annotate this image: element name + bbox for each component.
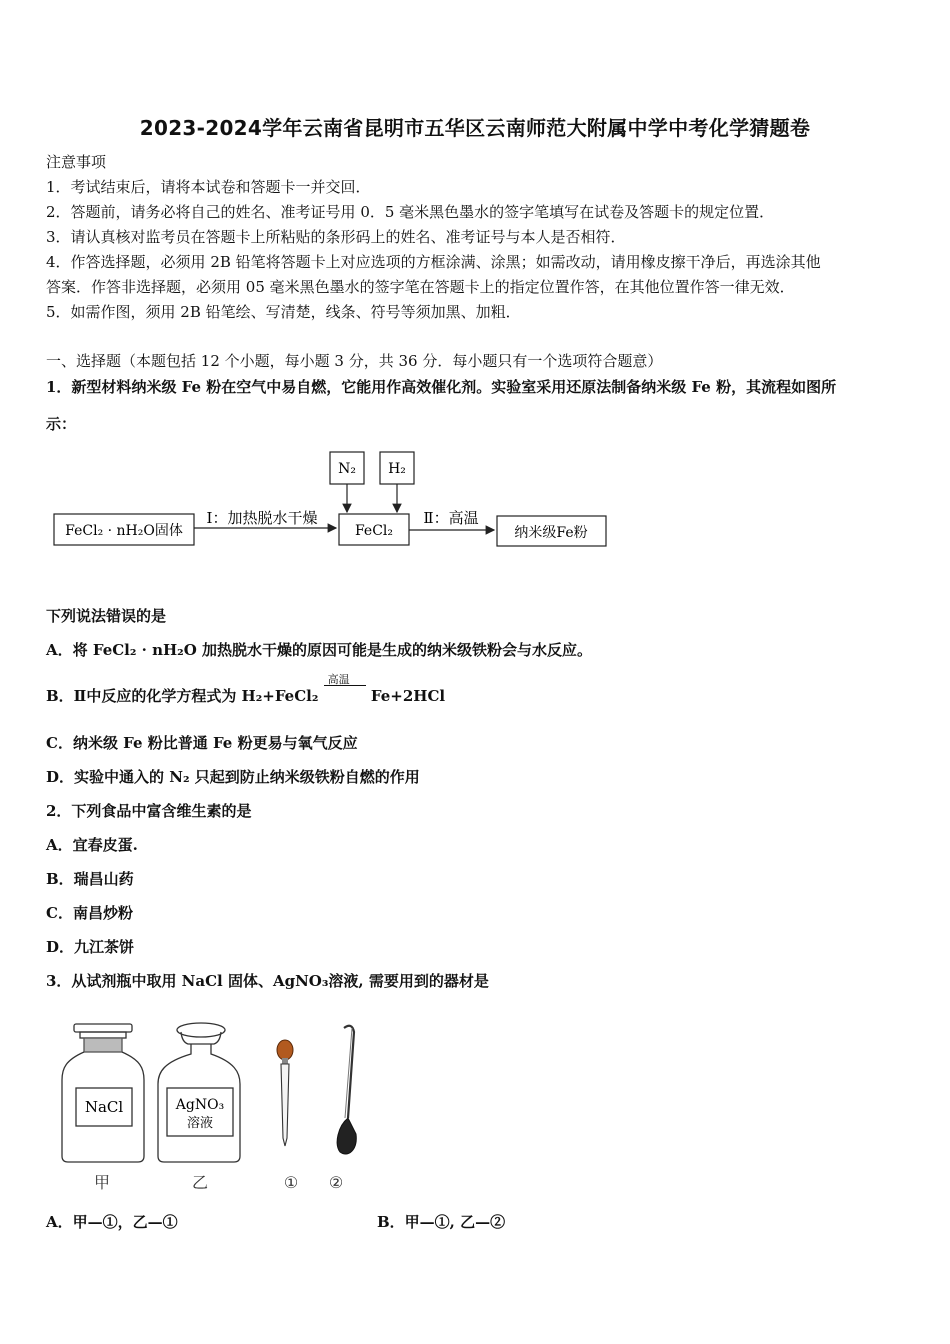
notice-item-4: 4．作答选择题，必须用 2B 铅笔将答题卡上对应选项的方框涂满、涂黑；如需改动，请用橡皮擦干净后，再选涂其他: [46, 253, 821, 271]
q3-stem: 3．从试剂瓶中取用 NaCl 固体、AgNO₃溶液, 需要用到的器材是: [46, 972, 489, 990]
q2-option-d: D．九江茶饼: [46, 938, 135, 956]
reaction-arrow-line: [324, 685, 366, 686]
q2-option-b: B．瑞昌山药: [46, 870, 134, 888]
q1-prompt: 下列说法错误的是: [46, 607, 167, 625]
notice-item-2: 2．答题前，请务必将自己的姓名、准考证号用 0．5 毫米黑色墨水的签字笔填写在试卷及答题卡的规定位置．: [46, 203, 775, 221]
notice-item-1: 1．考试结束后，请将本试卷和答题卡一并交回．: [46, 178, 371, 196]
q3-option-a: A．甲—①，乙—①: [46, 1213, 178, 1231]
q1-option-b-condition-label: 高温: [327, 673, 350, 686]
q3-apparatus-figure: [56, 1018, 376, 1198]
q1-option-b-text: B．Ⅱ中反应的化学方程式为 H₂+FeCl₂: [46, 687, 319, 705]
flow-box-mid-label: FeCl₂: [354, 523, 394, 539]
narrow-mouth-bottle: [158, 1023, 240, 1162]
bottle2-label-1: AgNO₃: [175, 1097, 225, 1113]
q1-stem-cont: 示：: [46, 415, 77, 433]
q1-stem: 1．新型材料纳米级 Fe 粉在空气中易自燃，它能用作高效催化剂。实验室采用还原法制备纳米级 Fe 粉，其流程如图所: [46, 378, 837, 396]
flow-box-end-label: 纳米级Fe粉: [514, 525, 588, 541]
q1-option-c: C．纳米级 Fe 粉比普通 Fe 粉更易与氧气反应: [46, 734, 358, 752]
page-title: 2023-2024学年云南省昆明市五华区云南师范大附属中学中考化学猜题卷: [139, 116, 811, 140]
flow-step1-label: Ⅰ：加热脱水干燥: [206, 509, 318, 527]
q2-stem: 2．下列食品中富含维生素的是: [46, 802, 252, 820]
spoon-icon: [337, 1026, 356, 1154]
bottle2-label-2: 溶液: [186, 1116, 214, 1131]
notice-heading: 注意事项: [46, 153, 107, 171]
n2-label: N₂: [338, 461, 356, 477]
bottle1-label: NaCl: [84, 1098, 124, 1116]
q1-option-b: [46, 673, 916, 706]
dropper-icon: [277, 1040, 293, 1146]
flow-step2-label: Ⅱ：高温: [423, 509, 479, 527]
q1-option-b-products: Fe+2HCl: [370, 687, 446, 705]
caption-jia: 甲: [93, 1173, 111, 1192]
notice-item-4-cont: 答案．作答非选择题，必须用 05 毫米黑色墨水的签字笔在答题卡上的指定位置作答，在其他位置作答一律无效．: [46, 278, 795, 296]
q1-flow-diagram: [46, 448, 616, 553]
flow-box-start-label: FeCl₂ · nH₂O固体: [65, 523, 183, 539]
q2-option-c: C．南昌炒粉: [46, 904, 133, 922]
caption-2: ②: [328, 1173, 344, 1192]
notice-item-3: 3．请认真核对监考员在答题卡上所粘贴的条形码上的姓名、准考证号与本人是否相符．: [46, 228, 626, 246]
q1-option-d: D．实验中通入的 N₂ 只起到防止纳米级铁粉自燃的作用: [46, 768, 420, 786]
section-heading: 一、选择题（本题包括 12 个小题，每小题 3 分，共 36 分．每小题只有一个选项符合题意）: [46, 352, 663, 370]
caption-yi: 乙: [191, 1173, 209, 1192]
h2-label: H₂: [388, 461, 406, 477]
q2-option-a: A．宜春皮蛋.: [46, 836, 138, 854]
wide-mouth-bottle: [62, 1024, 144, 1162]
caption-1: ①: [283, 1173, 299, 1192]
q3-option-b: B．甲—①, 乙—②: [377, 1213, 506, 1231]
q1-option-a: A．将 FeCl₂ · nH₂O 加热脱水干燥的原因可能是生成的纳米级铁粉会与水反应。: [46, 641, 593, 659]
notice-item-5: 5．如需作图，须用 2B 铅笔绘、写清楚，线条、符号等须加黑、加粗．: [46, 303, 521, 321]
q1-option-b-condition: [324, 673, 366, 706]
